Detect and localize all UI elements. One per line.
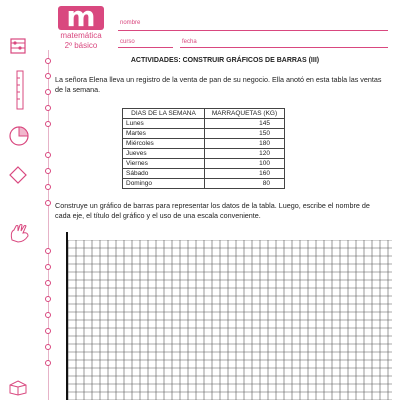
margin-dot xyxy=(45,344,51,350)
table-row xyxy=(123,149,285,159)
kg-cell: 120 xyxy=(205,149,285,159)
table-row xyxy=(123,139,285,149)
margin-dot xyxy=(45,200,51,206)
kg-cell: 80 xyxy=(205,179,285,189)
table-row xyxy=(123,129,285,139)
margin-dot xyxy=(45,58,51,64)
table-row xyxy=(123,179,285,189)
left-margin xyxy=(0,0,50,400)
instructions-text: Construye un gráfico de barras para representar los datos de la tabla. Luego, escribe el nombre de cada eje, el título del gráfico y el uso de una escala conveniente. xyxy=(55,201,370,220)
margin-dot xyxy=(45,152,51,158)
day-cell: Martes xyxy=(123,129,205,139)
day-cell: Miércoles xyxy=(123,139,205,149)
kg-cell: 150 xyxy=(205,129,285,139)
page-title: ACTIVIDADES: CONSTRUIR GRÁFICOS DE BARRAS (III) xyxy=(130,57,320,64)
logo-m-icon xyxy=(58,0,104,33)
table-row xyxy=(123,169,285,179)
margin-dot xyxy=(45,73,51,79)
field-course-label: curso xyxy=(120,39,135,45)
drawing-grid[interactable] xyxy=(68,240,392,400)
date-field[interactable] xyxy=(180,47,388,48)
kg-cell: 145 xyxy=(205,119,285,129)
day-cell: Sábado xyxy=(123,169,205,179)
margin-dot xyxy=(45,89,51,95)
margin-dot xyxy=(45,296,51,302)
margin-dot xyxy=(45,264,51,270)
kg-cell: 100 xyxy=(205,159,285,169)
margin-dot xyxy=(45,328,51,334)
pie-slice-icon xyxy=(8,125,30,147)
kg-cell: 180 xyxy=(205,139,285,149)
kg-cell: 160 xyxy=(205,169,285,179)
margin-dot xyxy=(45,168,51,174)
margin-dot xyxy=(45,248,51,254)
table-row xyxy=(123,159,285,169)
margin-dot xyxy=(45,312,51,318)
margin-dot xyxy=(45,360,51,366)
margin-dot xyxy=(45,121,51,127)
table-row xyxy=(123,119,285,129)
ruler-icon xyxy=(14,70,26,110)
table-header-kg: MARRAQUETAS (KG) xyxy=(205,109,285,119)
course-field[interactable] xyxy=(118,47,173,48)
logo-word: matemática xyxy=(60,31,102,40)
day-cell: Lunes xyxy=(123,119,205,129)
name-field[interactable] xyxy=(118,30,388,31)
sales-table xyxy=(122,108,285,189)
day-cell: Jueves xyxy=(123,149,205,159)
shapes-icon xyxy=(8,165,28,185)
hand-icon xyxy=(8,222,32,244)
day-cell: Viernes xyxy=(123,159,205,169)
grade-label: 2º básico xyxy=(64,41,98,50)
margin-dot xyxy=(45,105,51,111)
intro-text: La señora Elena lleva un registro de la venta de pan de su negocio. Ella anotó en esta tabla las ventas de la semana. xyxy=(55,75,382,94)
abacus-icon xyxy=(10,38,26,54)
margin-dot xyxy=(45,184,51,190)
day-cell: Domingo xyxy=(123,179,205,189)
margin-dot xyxy=(45,280,51,286)
cube-icon xyxy=(9,380,27,396)
field-name-label: nombre xyxy=(120,20,141,26)
logo-letter: m xyxy=(66,0,96,33)
field-date-label: fecha xyxy=(182,39,197,45)
table-header-days: DIAS DE LA SEMANA xyxy=(123,109,205,119)
